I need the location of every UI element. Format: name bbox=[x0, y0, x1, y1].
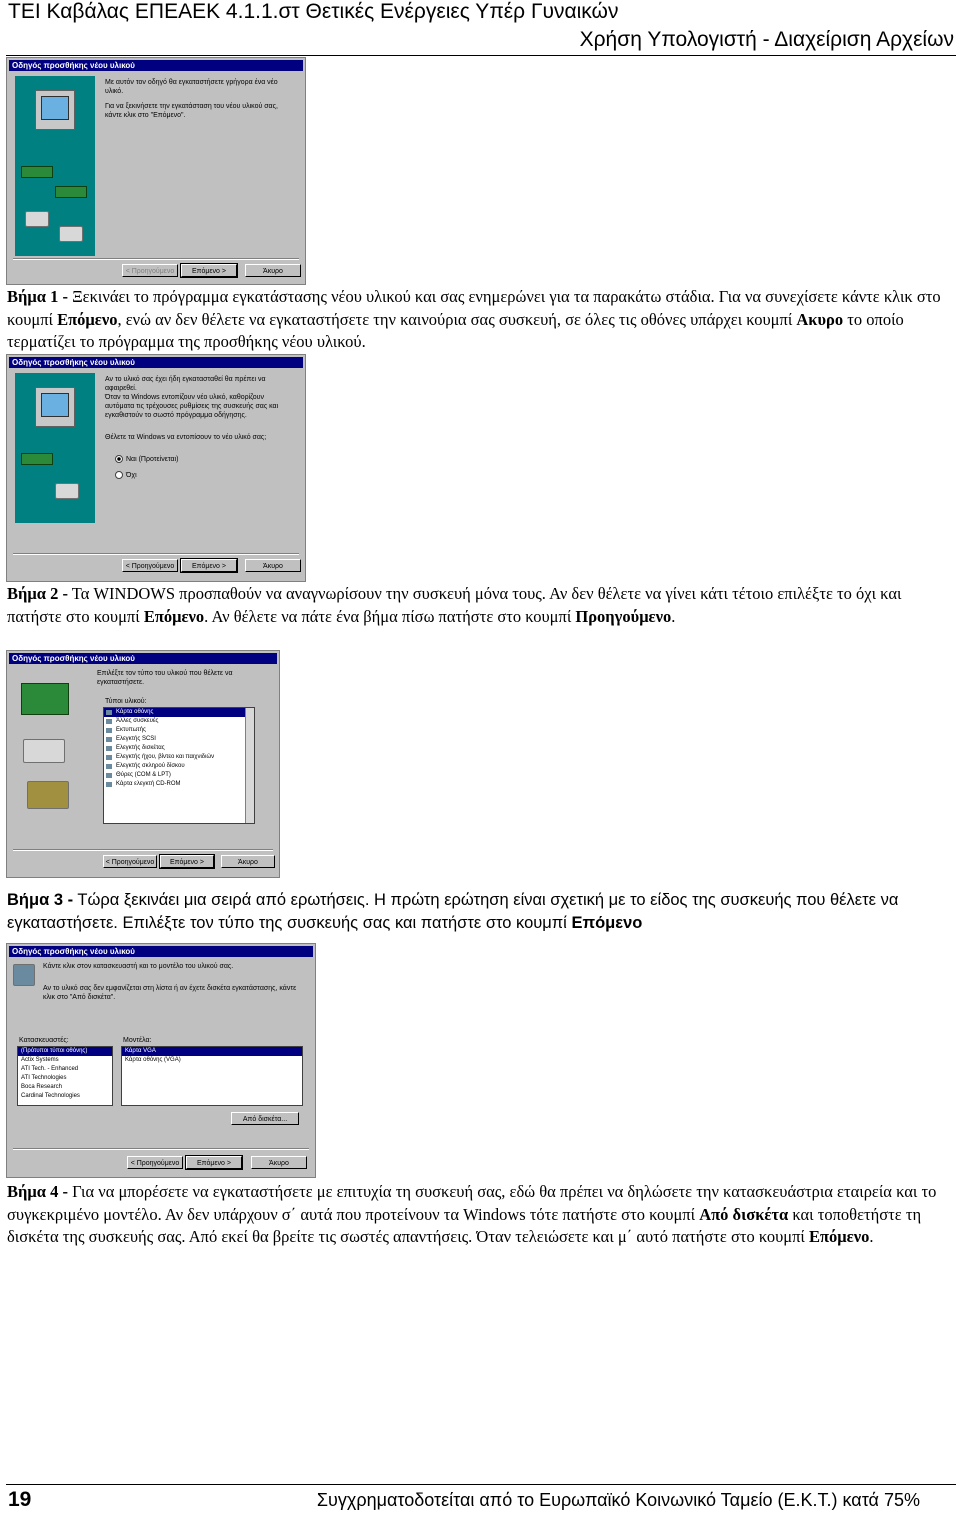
wizard-illustration bbox=[15, 76, 95, 256]
have-disk-button[interactable]: Από δισκέτα... bbox=[231, 1112, 299, 1125]
list-label: Τύποι υλικού: bbox=[105, 698, 147, 705]
hardware-type-list[interactable] bbox=[103, 707, 255, 824]
list-item[interactable]: ATI Tech. - Enhanced bbox=[21, 1066, 79, 1072]
dialog-text-1: Κάντε κλικ στον κατασκευαστή και το μοντέλο του υλικού σας. bbox=[43, 963, 234, 970]
next-button[interactable]: Επόμενο > bbox=[181, 264, 237, 277]
drive-icon bbox=[55, 483, 79, 499]
next-button[interactable]: Επόμενο > bbox=[186, 1156, 242, 1169]
drive-icon bbox=[23, 739, 65, 763]
dialog-title-bar: Οδηγός προσθήκης νέου υλικού bbox=[9, 60, 303, 71]
model-items bbox=[122, 1047, 302, 1065]
cancel-button-ref: Ακυρο bbox=[796, 309, 844, 329]
list-item[interactable]: Boca Research bbox=[21, 1084, 63, 1090]
list-item[interactable]: Ελεγκτής ήχου, βίντεο και παιχνιδιών bbox=[104, 753, 254, 762]
next-button[interactable]: Επόμενο > bbox=[181, 559, 237, 572]
footer-divider bbox=[6, 1484, 956, 1485]
expansion-card-icon bbox=[21, 453, 53, 465]
expansion-card-icon bbox=[21, 683, 69, 715]
step-3-paragraph: Βήμα 3 - Τώρα ξεκινάει μια σειρά από ερωτήσεις. Η πρώτη ερώτηση είναι σχετική με το είδος της συσκευής που θέλετε να εγκαταστήσετε. Επιλέξτε τον τύπο της συσκευής σας και πατήστε στο κουμπί Επόμενο bbox=[7, 891, 899, 932]
list-item[interactable]: Κάρτα VGA bbox=[122, 1047, 302, 1056]
back-button[interactable]: < Προηγούμενο bbox=[103, 855, 157, 868]
step-1-label: Βήμα 1 - bbox=[7, 287, 68, 306]
back-button[interactable]: < Προηγούμενο bbox=[122, 264, 178, 277]
dialog-text-1: Επιλέξτε τον τύπο του υλικού που θέλετε να εγκαταστήσετε. bbox=[97, 670, 233, 686]
have-disk-button-ref: Από δισκέτα bbox=[699, 1204, 789, 1224]
hardware-type-items bbox=[104, 708, 254, 789]
list-item[interactable]: Ελεγκτής δισκέτας bbox=[104, 744, 254, 753]
step-2-paragraph: Βήμα 2 - Τα WINDOWS προσπαθούν να αναγνωρίσουν την συσκευή μόνα τους. Αν δεν θέλετε να γίνει κάτι τέτοιο επιλέξτε το όχι και πατήστε στο κουμπί Επόμενο. Αν θέλετε να πάτε ένα βήμα πίσω πατήστε στο κουμπί Προηγούμενο. bbox=[7, 584, 902, 626]
cancel-button[interactable]: Άκυρο bbox=[251, 1156, 307, 1169]
step-3-label: Βήμα 3 - bbox=[7, 891, 74, 909]
next-button-ref: Επόμενο bbox=[143, 606, 205, 626]
list-item[interactable]: Κάρτα οθόνης bbox=[104, 708, 254, 717]
list-item[interactable]: Κάρτα οθόνης (VGA) bbox=[125, 1057, 181, 1063]
cancel-button[interactable]: Άκυρο bbox=[245, 264, 301, 277]
list-item[interactable]: Cardinal Technologies bbox=[21, 1093, 80, 1099]
drive-icon bbox=[59, 226, 83, 242]
footer-text: Συγχρηματοδοτείται από το Ευρωπαϊκό Κοινωνικό Ταμείο (Ε.Κ.Τ.) κατά 75% bbox=[316, 1490, 920, 1510]
next-button-ref: Επόμενο bbox=[571, 913, 643, 932]
dialog-title-bar: Οδηγός προσθήκης νέου υλικού bbox=[9, 357, 303, 368]
list-item[interactable]: Θύρες (COM & LPT) bbox=[104, 771, 254, 780]
radio-no[interactable]: Όχι bbox=[115, 471, 137, 480]
screenshot-manufacturer-dialog bbox=[6, 943, 316, 1178]
wizard-illustration bbox=[15, 373, 95, 523]
cancel-button[interactable]: Άκυρο bbox=[221, 855, 275, 868]
radio-yes[interactable]: Ναι (Προτείνεται) bbox=[115, 455, 178, 464]
hardware-icon bbox=[13, 964, 35, 986]
screenshot-hardware-type-dialog bbox=[6, 650, 280, 878]
list-item[interactable]: Κάρτα ελεγκτή CD-ROM bbox=[104, 780, 254, 789]
next-button-ref: Επόμενο bbox=[809, 1227, 870, 1246]
back-button-ref: Προηγούμενο bbox=[575, 606, 672, 626]
dialog-separator bbox=[13, 1148, 309, 1150]
next-button[interactable]: Επόμενο > bbox=[160, 855, 214, 868]
back-button[interactable]: < Προηγούμενο bbox=[122, 559, 178, 572]
dialog-text-2: Όταν τα Windows εντοπίζουν νέο υλικό, καθορίζουν αυτόματα τις τρέχουσες ρυθμίσεις της συσκευής σας και εγκαθιστούν το σωστό πρόγραμμα οδήγησης. bbox=[105, 394, 279, 419]
list-item[interactable]: Ελεγκτής SCSI bbox=[104, 735, 254, 744]
header-title: ΤΕΙ Καβάλας ΕΠΕΑΕΚ 4.1.1.στ Θετικές Ενέργειες Υπέρ Γυναικών bbox=[8, 0, 619, 23]
model-list[interactable] bbox=[121, 1046, 303, 1106]
dialog-title-bar: Οδηγός προσθήκης νέου υλικού bbox=[9, 653, 277, 664]
list-item[interactable]: Εκτυπωτής bbox=[104, 726, 254, 735]
dialog-text-2: Αν το υλικό σας δεν εμφανίζεται στη λίστα ή αν έχετε δισκέτα εγκατάστασης, κάντε κλικ στο "Από δισκέτα". bbox=[43, 985, 297, 1001]
step-2-label: Βήμα 2 - bbox=[7, 584, 68, 603]
list-scrollbar[interactable] bbox=[245, 708, 254, 823]
radio-empty-icon bbox=[115, 471, 123, 479]
dialog-separator bbox=[13, 849, 273, 851]
radio-selected-icon bbox=[115, 455, 123, 463]
list-item[interactable]: Actix Systems bbox=[21, 1057, 59, 1063]
wizard-illustration bbox=[13, 669, 89, 819]
dialog-separator bbox=[13, 553, 299, 555]
manufacturers-label: Κατασκευαστές: bbox=[19, 1037, 69, 1044]
dialog-title-bar: Οδηγός προσθήκης νέου υλικού bbox=[9, 946, 313, 957]
drive-icon bbox=[25, 211, 49, 227]
screenshot-welcome-dialog bbox=[6, 57, 306, 285]
list-item[interactable]: (Πρότυποι τύποι οθόνης) bbox=[18, 1047, 112, 1056]
step-4-label: Βήμα 4 - bbox=[7, 1182, 68, 1201]
hard-disk-icon bbox=[27, 781, 69, 809]
next-button-ref: Επόμενο bbox=[57, 309, 118, 329]
page-number: 19 bbox=[8, 1488, 32, 1511]
expansion-card-icon bbox=[21, 166, 53, 178]
list-item[interactable]: ATI Technologies bbox=[21, 1075, 67, 1081]
header-divider bbox=[6, 55, 956, 56]
list-item[interactable]: Ελεγκτής σκληρού δίσκου bbox=[104, 762, 254, 771]
dialog-text-1: Με αυτόν τον οδηγό θα εγκαταστήσετε γρήγορα ένα νέο υλικό. bbox=[105, 79, 278, 95]
dialog-separator bbox=[13, 258, 299, 260]
dialog-text-2: Για να ξεκινήσετε την εγκατάσταση του νέου υλικού σας, κάντε κλικ στο "Επόμενο". bbox=[105, 103, 278, 119]
step-1-paragraph: Βήμα 1 - Ξεκινάει το πρόγραμμα εγκατάστασης νέου υλικού και σας ενημερώνει για τα παρακάτω στάδια. Για να συνεχίσετε κάντε κλικ στο κουμπί Επόμενο, ενώ αν δεν θέλετε να εγκαταστήσετε την καινούρια σας συσκευή, σε όλες τις οθόνες υπάρχει κουμπί Ακυρο το οποίο τερματίζει το πρόγραμμα της προσθήκης νέου υλικού. bbox=[7, 287, 941, 351]
expansion-card-icon bbox=[55, 186, 87, 198]
cancel-button[interactable]: Άκυρο bbox=[245, 559, 301, 572]
list-item[interactable]: Άλλες συσκευές bbox=[104, 717, 254, 726]
manufacturer-list[interactable] bbox=[17, 1046, 113, 1106]
models-label: Μοντέλα: bbox=[123, 1037, 152, 1044]
header-subtitle: Χρήση Υπολογιστή - Διαχείριση Αρχείων bbox=[579, 28, 954, 51]
screenshot-detect-dialog bbox=[6, 354, 306, 582]
screen-icon bbox=[41, 393, 69, 417]
screen-icon bbox=[41, 96, 69, 120]
dialog-text-1: Αν το υλικό σας έχει ήδη εγκατασταθεί θα πρέπει να αφαιρεθεί. bbox=[105, 376, 266, 392]
manufacturer-items bbox=[18, 1047, 112, 1101]
back-button[interactable]: < Προηγούμενο bbox=[127, 1156, 183, 1169]
dialog-text-3: Θέλετε τα Windows να εντοπίσουν το νέο υλικό σας; bbox=[105, 434, 267, 441]
step-4-paragraph: Βήμα 4 - Για να μπορέσετε να εγκαταστήσετε με επιτυχία τη συσκευή σας, εδώ θα πρέπει να δηλώσετε την κατασκευάστρια εταιρεία και το συγκεκριμένο μοντέλο. Αν δεν υπάρχουν σ΄ αυτά που προτείνουν τα Windows τότε πατήστε στο κουμπί Από δισκέτα και τοποθετήστε τη δισκέτα της συσκευής σας. Από εκεί θα βρείτε τις σωστές απαντήσεις. Όταν τελειώσετε και μ΄ αυτό πατήστε στο κουμπί Επόμενο. bbox=[7, 1182, 937, 1246]
